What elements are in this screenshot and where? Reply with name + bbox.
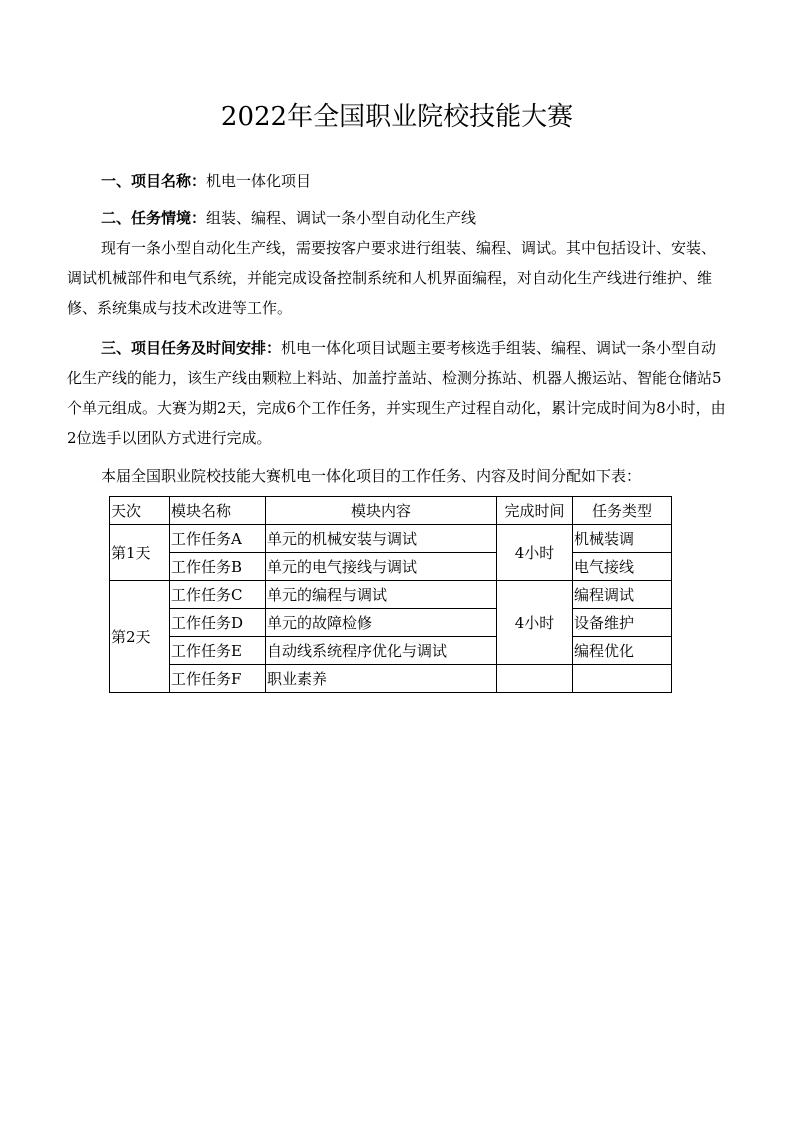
module-name-cell: 工作任务C [170,581,266,609]
section-schedule [67,333,727,453]
section-schedule-text: 机电一体化项目试题主要考核选手组装、编程、调试一条小型自动化生产线的能力，该生产线由颗粒上料站、加盖拧盖站、检测分拣站、机器人搬运站、智能仓储站5个单元组成。大赛为期2天，完成6个工作任务，并实现生产过程自动化，累计完成时间为8小时，由2位选手以团队方式进行完成。 [67,339,726,447]
table-row [110,525,672,553]
section-task-situation-body: 现有一条小型自动化生产线，需要按客户要求进行组装、编程、调试。其中包括设计、安装、调试机械部件和电气系统，并能完成设备控制系统和人机界面编程，对自动化生产线进行维护、维修、系统集成与技术改进等工作。 [67,239,717,317]
section-task-situation [67,203,727,233]
table-intro: 本届全国职业院校技能大赛机电一体化项目的工作任务、内容及时间分配如下表： [101,467,642,485]
task-type-cell: 编程优化 [573,637,672,665]
section-task-situation-label: 二、任务情境： [101,209,207,227]
table-row [110,609,672,637]
table-row [110,637,672,665]
table-row [110,553,672,581]
module-name-cell: 工作任务D [170,609,266,637]
header-module-content: 模块内容 [266,497,497,525]
module-name-cell: 工作任务B [170,553,266,581]
section-project-name-label: 一、项目名称： [101,172,207,190]
section-task-situation-text: 组装、编程、调试一条小型自动化生产线 [206,209,477,227]
module-content-cell: 自动线系统程序优化与调试 [266,637,497,665]
day1-time-cell: 4小时 [497,525,573,581]
empty-time-cell [497,665,573,693]
task-type-cell: 设备维护 [573,609,672,637]
day1-cell: 第1天 [110,525,170,581]
header-completion-time: 完成时间 [497,497,573,525]
module-name-cell: 工作任务F [170,665,266,693]
section-project-name-text: 机电一体化项目 [206,172,312,190]
module-content-cell: 单元的机械安装与调试 [266,525,497,553]
module-content-cell: 单元的电气接线与调试 [266,553,497,581]
day2-time-cell: 4小时 [497,581,573,665]
section-schedule-label: 三、项目任务及时间安排： [101,339,282,357]
header-day: 天次 [110,497,170,525]
module-content-cell: 职业素养 [266,665,497,693]
section-project-name [67,166,727,196]
module-content-cell: 单元的编程与调试 [266,581,497,609]
table-row [110,581,672,609]
module-name-cell: 工作任务A [170,525,266,553]
task-type-cell [573,665,672,693]
module-content-cell: 单元的故障检修 [266,609,497,637]
table-header-row [110,497,672,525]
task-type-cell: 编程调试 [573,581,672,609]
header-task-type: 任务类型 [573,497,672,525]
task-type-cell: 电气接线 [573,553,672,581]
task-schedule-table [109,496,672,693]
document-title: 2022年全国职业院校技能大赛 [220,102,574,132]
table-row [110,665,672,693]
task-type-cell: 机械装调 [573,525,672,553]
day2-cell: 第2天 [110,581,170,693]
module-name-cell: 工作任务E [170,637,266,665]
header-module-name: 模块名称 [170,497,266,525]
